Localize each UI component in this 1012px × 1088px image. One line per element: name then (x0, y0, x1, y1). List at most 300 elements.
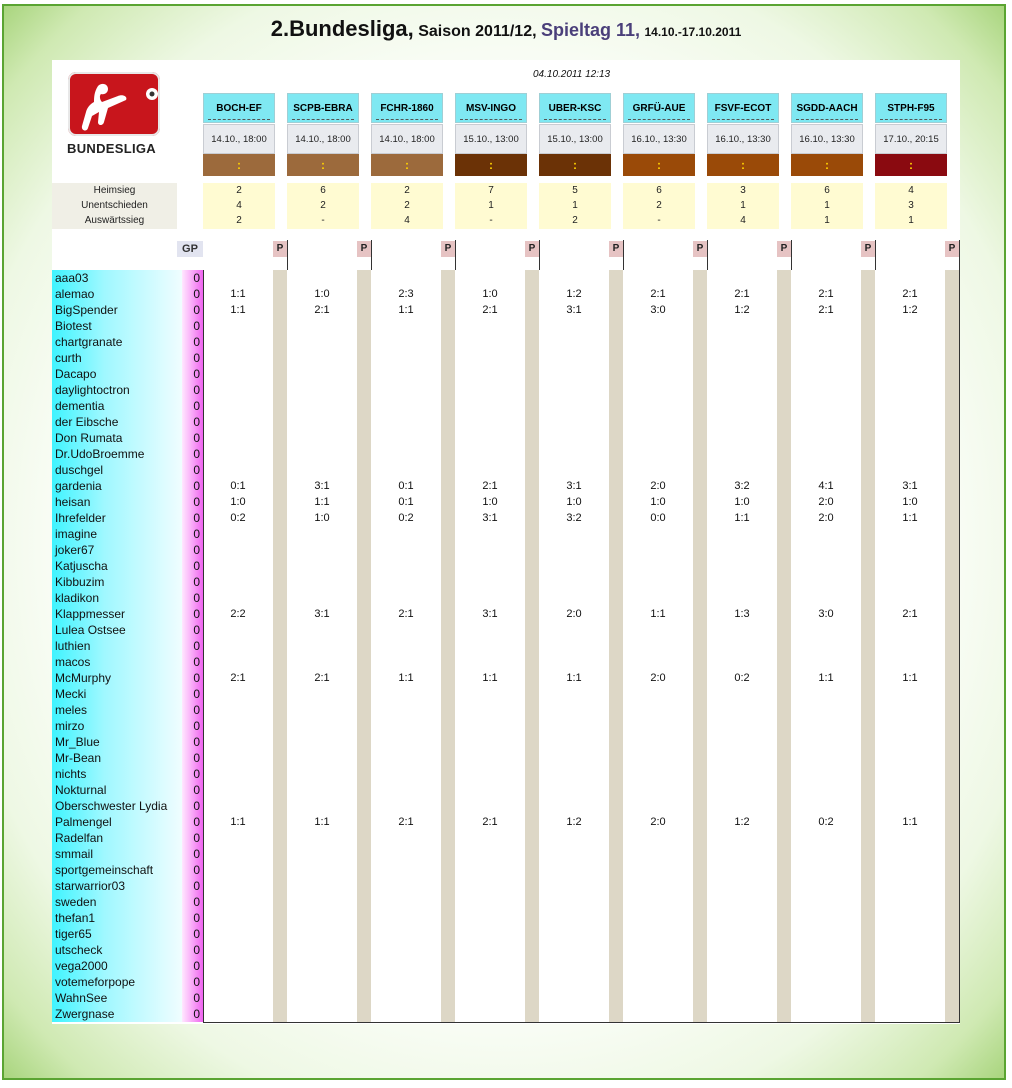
tip-cell: 1:1 (818, 672, 834, 684)
tip-cell (455, 798, 525, 814)
tip-cell (623, 366, 693, 382)
tip-cell (875, 846, 945, 862)
tip-cell (791, 942, 861, 958)
tip-cell (203, 558, 273, 574)
tip-cell (791, 414, 861, 430)
tip-cell (707, 526, 777, 542)
tip-cell (875, 414, 945, 430)
tip-cell (455, 654, 525, 670)
tip-cell (707, 910, 777, 926)
tip-cell (539, 686, 609, 702)
tip-cell (791, 574, 861, 590)
tip-cell (287, 990, 357, 1006)
tip-cell (371, 830, 441, 846)
tip-cell (791, 558, 861, 574)
tip-cell (203, 990, 273, 1006)
player-points: 0 (193, 271, 200, 285)
tip-cell: 3:1 (902, 480, 918, 492)
tip-cell (287, 750, 357, 766)
tips-column (371, 270, 455, 1022)
match-stats (371, 183, 443, 229)
tip-cell (791, 366, 861, 382)
tip-cell (875, 430, 945, 446)
player-points: 0 (193, 463, 200, 477)
player-points: 0 (193, 575, 200, 589)
column-divider (959, 240, 960, 1023)
match-stat-value: 2 (572, 215, 578, 226)
tip-cell (371, 1006, 441, 1022)
player-name: thefan1 (55, 911, 96, 925)
match-stat-value: 2 (320, 200, 326, 211)
tip-cell (287, 958, 357, 974)
tip-cell (875, 526, 945, 542)
tip-cell: 1:0 (650, 496, 666, 508)
tip-cell (455, 878, 525, 894)
player-points: 0 (193, 831, 200, 845)
tip-cell (707, 942, 777, 958)
tip-cell (623, 974, 693, 990)
match-stat-value: - (489, 215, 493, 226)
tip-cell (623, 718, 693, 734)
match-stat-value: 5 (572, 185, 578, 196)
match-name: FSVF-ECOT (707, 93, 779, 123)
points-header: P (441, 241, 455, 257)
points-strip (273, 270, 287, 1022)
tip-cell (455, 350, 525, 366)
timestamp: 04.10.2011 12:13 (533, 69, 611, 80)
tip-cell (539, 910, 609, 926)
match-stat-value: 2 (404, 200, 410, 211)
tip-cell (539, 942, 609, 958)
stats-label-away: Auswärtssieg (84, 215, 145, 226)
tip-cell: 1:1 (734, 512, 750, 524)
tip-cell (539, 766, 609, 782)
player-points: 0 (193, 783, 200, 797)
tip-cell: 0:1 (398, 496, 414, 508)
tip-cell: 2:1 (314, 672, 330, 684)
match-stats (623, 183, 695, 229)
tip-cell (455, 446, 525, 462)
player-points: 0 (193, 511, 200, 525)
tip-cell (455, 622, 525, 638)
tip-cell: 2:1 (398, 816, 414, 828)
match-date: 14.10., 18:00 (203, 124, 275, 154)
tip-cell (539, 462, 609, 478)
match-stat-value: - (321, 215, 325, 226)
tip-cell (623, 590, 693, 606)
tip-cell (791, 622, 861, 638)
tip-cell (623, 990, 693, 1006)
tip-cell (203, 942, 273, 958)
player-points: 0 (193, 847, 200, 861)
tip-cell (455, 574, 525, 590)
tip-cell (623, 1006, 693, 1022)
player-name: mirzo (55, 719, 85, 733)
match-stat-value: 6 (656, 185, 662, 196)
player-name: daylightoctron (55, 383, 130, 397)
tip-cell (287, 974, 357, 990)
player-name: Nokturnal (55, 783, 107, 797)
player-name: McMurphy (55, 671, 112, 685)
tip-cell: 3:1 (566, 304, 582, 316)
tip-cell (203, 974, 273, 990)
tips-column (623, 270, 707, 1022)
tip-cell (455, 270, 525, 286)
tip-cell: 2:1 (398, 608, 414, 620)
tip-cell (875, 862, 945, 878)
tips-column (791, 270, 875, 1022)
tip-cell (455, 558, 525, 574)
tip-cell (287, 526, 357, 542)
tip-cell (623, 558, 693, 574)
tip-cell (707, 382, 777, 398)
match-stat-value: 4 (404, 215, 410, 226)
tip-cell: 0:1 (398, 480, 414, 492)
tip-cell (203, 590, 273, 606)
tip-cell (203, 462, 273, 478)
points-header: P (945, 241, 959, 257)
player-points: 0 (193, 687, 200, 701)
tip-cell: 3:1 (314, 608, 330, 620)
tip-cell (539, 926, 609, 942)
match-stat-value: 2 (656, 200, 662, 211)
tip-cell (371, 974, 441, 990)
player-points: 0 (193, 671, 200, 685)
tip-cell (371, 622, 441, 638)
tip-cell (203, 718, 273, 734)
tip-cell: 1:1 (482, 672, 498, 684)
tip-cell (791, 446, 861, 462)
tip-cell: 1:1 (398, 304, 414, 316)
tip-cell (539, 446, 609, 462)
tip-cell (203, 270, 273, 286)
match-date: 14.10., 18:00 (371, 124, 443, 154)
player-points: 0 (193, 751, 200, 765)
tip-cell (371, 430, 441, 446)
tip-cell (707, 590, 777, 606)
player-points: 0 (193, 655, 200, 669)
player-name: alemao (55, 287, 95, 301)
tip-cell (875, 718, 945, 734)
tip-cell (707, 734, 777, 750)
tip-cell (791, 590, 861, 606)
tip-cell (623, 750, 693, 766)
points-strip (441, 270, 455, 1022)
tip-cell (287, 846, 357, 862)
tip-cell (791, 894, 861, 910)
points-header: P (357, 241, 371, 257)
tip-cell (455, 782, 525, 798)
points-strip (861, 270, 875, 1022)
tip-cell (203, 798, 273, 814)
tip-cell (791, 430, 861, 446)
tip-cell (287, 862, 357, 878)
tip-cell (455, 590, 525, 606)
tip-cell (539, 398, 609, 414)
tip-cell (875, 974, 945, 990)
tip-cell (203, 910, 273, 926)
tip-cell (875, 558, 945, 574)
tip-cell (539, 846, 609, 862)
tip-cell (455, 750, 525, 766)
tip-cell (371, 318, 441, 334)
tip-cell (203, 1006, 273, 1022)
tip-cell (875, 910, 945, 926)
tip-cell: 2:0 (818, 496, 834, 508)
tip-cell (371, 942, 441, 958)
tip-cell: 2:1 (314, 304, 330, 316)
tip-cell: 1:1 (650, 608, 666, 620)
tip-cell (203, 686, 273, 702)
tip-cell (287, 942, 357, 958)
player-points: 0 (193, 303, 200, 317)
tip-cell: 2:0 (650, 672, 666, 684)
tip-cell (371, 734, 441, 750)
tip-cell (875, 830, 945, 846)
player-points: 0 (193, 911, 200, 925)
tip-cell (791, 782, 861, 798)
tip-cell: 3:0 (818, 608, 834, 620)
tip-cell: 1:1 (398, 672, 414, 684)
tip-cell: 2:0 (650, 816, 666, 828)
tip-cell (875, 366, 945, 382)
tip-cell (707, 718, 777, 734)
tip-cell (287, 366, 357, 382)
player-points: 0 (193, 975, 200, 989)
tip-cell (707, 894, 777, 910)
player-points: 0 (193, 527, 200, 541)
player-points: 0 (193, 735, 200, 749)
player-name: joker67 (55, 543, 95, 557)
tip-cell (623, 334, 693, 350)
player-name: votemeforpope (55, 975, 136, 989)
match-stats (707, 183, 779, 229)
match-stats (875, 183, 947, 229)
player-name: chartgranate (55, 335, 123, 349)
tip-cell (791, 878, 861, 894)
stats-label-draw: Unentschieden (81, 200, 148, 211)
tip-cell (371, 366, 441, 382)
tip-cell (623, 766, 693, 782)
player-points: 0 (193, 591, 200, 605)
tip-cell (287, 734, 357, 750)
tip-cell (203, 846, 273, 862)
player-points: 0 (193, 383, 200, 397)
player-name: starwarrior03 (55, 879, 126, 893)
tip-cell (287, 798, 357, 814)
tip-cell (623, 830, 693, 846)
tip-cell: 1:2 (902, 304, 918, 316)
tip-cell (623, 526, 693, 542)
tip-cell (623, 382, 693, 398)
tip-cell (875, 750, 945, 766)
tip-cell: 4:1 (818, 480, 834, 492)
player-points: 0 (193, 943, 200, 957)
player-name: imagine (55, 527, 98, 541)
tip-cell (287, 686, 357, 702)
tip-cell: 2:0 (566, 608, 582, 620)
tip-cell (455, 382, 525, 398)
tip-cell (455, 926, 525, 942)
tip-cell (287, 382, 357, 398)
tip-cell (455, 702, 525, 718)
tip-cell (287, 718, 357, 734)
tip-cell (455, 830, 525, 846)
column-divider (203, 270, 204, 1023)
tip-cell: 1:1 (314, 496, 330, 508)
match-date: 16.10., 13:30 (707, 124, 779, 154)
tip-cell (539, 542, 609, 558)
tip-cell (791, 846, 861, 862)
tip-cell: 1:1 (902, 672, 918, 684)
stats-labels (52, 183, 177, 229)
tip-cell: 2:3 (398, 288, 414, 300)
player-points: 0 (193, 959, 200, 973)
tip-cell (203, 958, 273, 974)
tip-cell (875, 638, 945, 654)
tip-cell (623, 862, 693, 878)
tip-cell (371, 382, 441, 398)
tip-cell: 1:1 (230, 288, 246, 300)
tip-cell (539, 558, 609, 574)
match-stat-value: 1 (908, 215, 914, 226)
tip-cell: 1:0 (314, 512, 330, 524)
tip-cell (371, 270, 441, 286)
match-result: : (791, 154, 863, 176)
tip-cell (791, 702, 861, 718)
tip-cell (707, 862, 777, 878)
player-name: meles (55, 703, 88, 717)
tip-cell (287, 638, 357, 654)
bundesliga-logo-icon (68, 72, 160, 136)
logo-brand-bold: LIGA (123, 141, 156, 156)
tip-cell (623, 574, 693, 590)
tip-cell: 0:2 (230, 512, 246, 524)
tip-cell (707, 270, 777, 286)
tip-cell: 1:3 (734, 608, 750, 620)
tip-cell (371, 798, 441, 814)
tip-cell (791, 270, 861, 286)
tip-cell: 1:0 (230, 496, 246, 508)
tip-cell (875, 942, 945, 958)
tip-cell: 2:1 (482, 480, 498, 492)
player-name: aaa03 (55, 271, 89, 285)
player-name: curth (55, 351, 82, 365)
player-name: Ihrefelder (55, 511, 106, 525)
tip-cell (791, 974, 861, 990)
tip-cell (623, 702, 693, 718)
tip-cell (791, 958, 861, 974)
table-bottom-border (203, 1022, 960, 1023)
tip-cell (623, 894, 693, 910)
match-stats (287, 183, 359, 229)
tip-cell (875, 958, 945, 974)
tip-cell (371, 542, 441, 558)
player-name: gardenia (55, 479, 102, 493)
tip-cell (539, 798, 609, 814)
tip-cell (539, 1006, 609, 1022)
match-stats (791, 183, 863, 229)
player-points: 0 (193, 1007, 200, 1021)
match-stats (203, 183, 275, 229)
tip-cell (203, 526, 273, 542)
tip-cell (371, 654, 441, 670)
tip-cell (539, 526, 609, 542)
tip-cell (707, 366, 777, 382)
player-name: Mr-Bean (55, 751, 102, 765)
tip-cell (287, 398, 357, 414)
tip-cell (791, 398, 861, 414)
tip-cell: 1:1 (314, 816, 330, 828)
player-name: Mr_Blue (55, 735, 100, 749)
player-name: sweden (55, 895, 97, 909)
tip-cell (707, 446, 777, 462)
tip-cell (203, 398, 273, 414)
tip-cell (623, 622, 693, 638)
match-result: : (875, 154, 947, 176)
tip-cell: 2:1 (902, 608, 918, 620)
tip-cell: 0:2 (734, 672, 750, 684)
match-date: 17.10., 20:15 (875, 124, 947, 154)
player-points: 0 (193, 815, 200, 829)
tip-cell (707, 974, 777, 990)
tip-cell (203, 382, 273, 398)
points-header: P (525, 241, 539, 257)
tips-column (539, 270, 623, 1022)
tip-cell: 1:1 (566, 672, 582, 684)
tip-cell (791, 798, 861, 814)
tip-cell (371, 638, 441, 654)
tip-cell (875, 686, 945, 702)
player-name: tiger65 (55, 927, 92, 941)
tip-cell (875, 350, 945, 366)
player-points: 0 (193, 559, 200, 573)
player-name: Dr.UdoBroemme (55, 447, 145, 461)
tip-cell (791, 766, 861, 782)
tip-cell (371, 846, 441, 862)
tip-cell (707, 398, 777, 414)
match-result: : (707, 154, 779, 176)
tip-cell (707, 1006, 777, 1022)
match-result: : (623, 154, 695, 176)
tip-cell (875, 654, 945, 670)
tip-cell (623, 910, 693, 926)
tip-cell (455, 766, 525, 782)
match-stat-value: - (657, 215, 661, 226)
tip-cell (287, 462, 357, 478)
tip-cell (707, 318, 777, 334)
tip-cell (707, 766, 777, 782)
tip-cell: 2:1 (650, 288, 666, 300)
player-name: Lulea Ostsee (55, 623, 126, 637)
tip-cell (371, 414, 441, 430)
tip-cell (539, 782, 609, 798)
tip-cell (707, 878, 777, 894)
player-name: duschgel (55, 463, 104, 477)
tip-cell (791, 910, 861, 926)
title-league: 2.Bundesliga, (270, 16, 414, 41)
player-points: 0 (193, 607, 200, 621)
match-stat-value: 4 (236, 200, 242, 211)
tip-cell (539, 414, 609, 430)
player-points: 0 (193, 639, 200, 653)
tip-cell (623, 318, 693, 334)
player-name: BigSpender (55, 303, 118, 317)
tip-cell (707, 958, 777, 974)
tip-cell (875, 766, 945, 782)
tip-cell (707, 702, 777, 718)
player-points: 0 (193, 543, 200, 557)
